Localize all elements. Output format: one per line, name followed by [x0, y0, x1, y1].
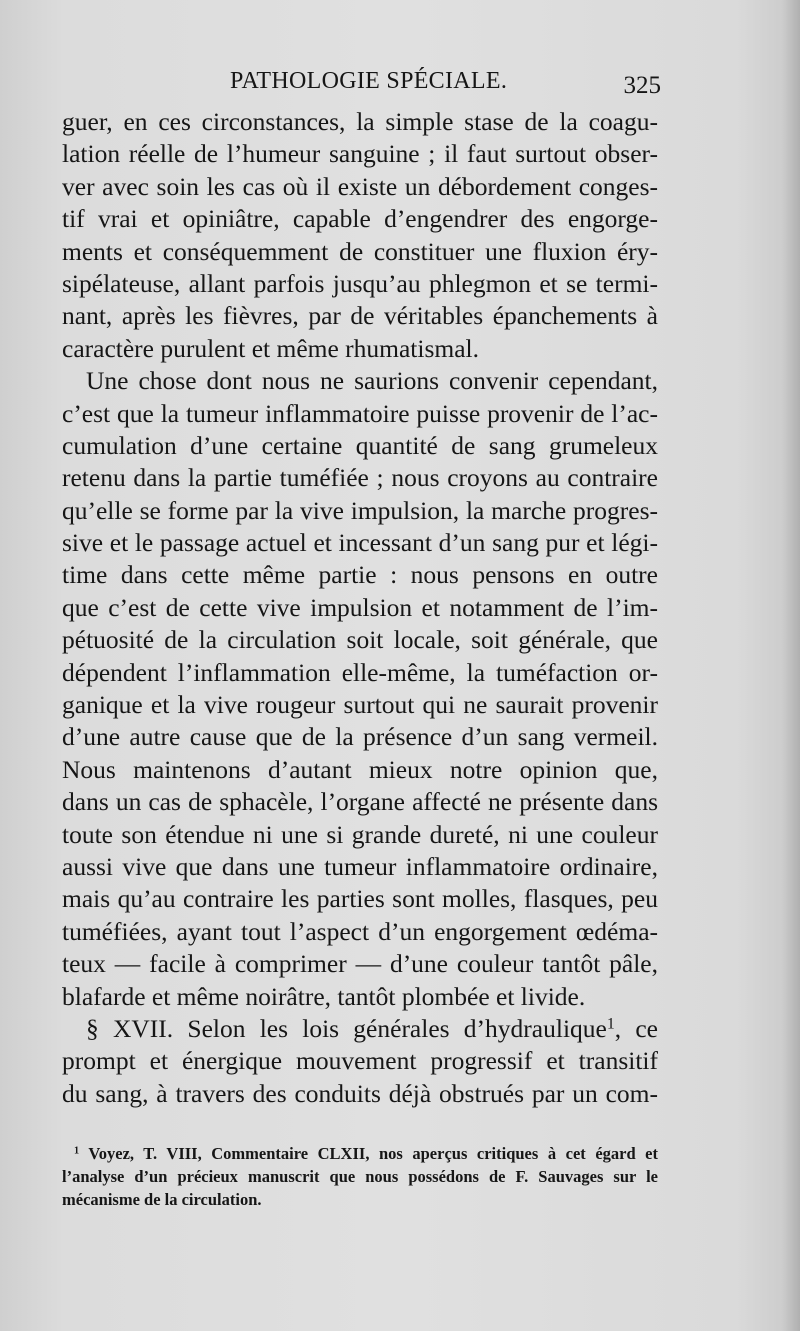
- page-edge-shadow: [782, 0, 800, 1331]
- text-line: cumulation d’une certaine quantité de sang grumeleux: [62, 430, 658, 460]
- text-line: lation réelle de l’humeur sanguine ; il faut surtout obser-: [62, 139, 658, 169]
- text-line: c’est que la tumeur inflammatoire puisse provenir de l’ac-: [62, 398, 658, 428]
- text-line: time dans cette même partie : nous pensons en outre: [62, 560, 658, 590]
- text-line: ganique et la vive rougeur surtout qui ne saurait provenir: [62, 690, 658, 720]
- text-line: guer, en ces circonstances, la simple stase de la coagu-: [62, 107, 658, 136]
- footnote-line: mécanisme de la circulation.: [62, 1190, 262, 1209]
- text-line: toute son étendue ni une si grande dureté, ni une couleur: [62, 819, 658, 849]
- text-line: que c’est de cette vive impulsion et notamment de l’im-: [62, 592, 658, 622]
- paragraph-start-line: Une chose dont nous ne saurions convenir cependant,: [86, 366, 658, 396]
- paragraph-end-line: blafarde et même noirâtre, tantôt plombée et livide.: [62, 981, 586, 1011]
- footnote-marker: 1: [74, 1145, 80, 1157]
- text-line: aussi vive que dans une tumeur inflammatoire ordinaire,: [62, 851, 658, 881]
- text-line: dans un cas de sphacèle, l’organe affecté ne présente dans: [62, 787, 658, 817]
- text-line: d’une autre cause que de la présence d’un sang vermeil.: [62, 722, 658, 752]
- text-line: sipélateuse, allant parfois jusqu’au phlegmon et se termi-: [62, 268, 658, 298]
- text-line: prompt et énergique mouvement progressif et transitif: [62, 1046, 658, 1076]
- text-line: tif vrai et opiniâtre, capable d’engendrer des engorge-: [62, 204, 658, 234]
- section-text-continued: , ce: [614, 1013, 659, 1043]
- text-line: sive et le passage actuel et incessant d’un sang pur et légi-: [62, 528, 658, 558]
- paragraph-end-line: caractère purulent et même rhumatismal.: [62, 333, 480, 363]
- text-line: ver avec soin les cas où il existe un débordement conges-: [62, 171, 658, 201]
- section-text: § XVII. Selon les lois générales d’hydraulique: [86, 1013, 607, 1043]
- text-line: qu’elle se forme par la vive impulsion, la marche progres-: [62, 495, 658, 525]
- text-line: dépendent l’inflammation elle-même, la tuméfaction or-: [62, 657, 658, 687]
- text-line: tuméfiées, ayant tout l’aspect d’un engorgement œdéma-: [62, 916, 658, 946]
- footnote-block: [62, 1142, 658, 1211]
- text-line: pétuosité de la circulation soit locale, soit générale, que: [62, 625, 658, 655]
- footnote-reference[interactable]: 1: [606, 1015, 615, 1033]
- footnote-line: [62, 1142, 658, 1165]
- text-line: retenu dans la partie tuméfiée ; nous croyons au contraire: [62, 463, 658, 493]
- text-line: nant, après les fièvres, par de véritables épanchements à: [62, 301, 658, 331]
- text-line: teux — facile à comprimer — d’une couleur tantôt pâle,: [62, 949, 658, 979]
- text-line: ments et conséquemment de constituer une fluxion éry-: [62, 236, 658, 266]
- page-number: 325: [623, 72, 661, 99]
- footnote-text: Voyez, T. VIII, Commentaire CLXII, nos aperçus critiques à cet égard et: [88, 1144, 658, 1163]
- page-header: [62, 68, 661, 102]
- text-line: du sang, à travers des conduits déjà obstrués par un com-: [62, 1078, 658, 1108]
- running-title: PATHOLOGIE SPÉCIALE.: [230, 68, 508, 94]
- text-line: mais qu’au contraire les parties sont molles, flasques, peu: [62, 884, 658, 914]
- body-text: [62, 106, 658, 1110]
- section-start-line: [62, 1013, 658, 1045]
- footnote-line: l’analyse d’un précieux manuscrit que nous possédons de F. Sauvages sur le: [62, 1167, 658, 1186]
- text-line: Nous maintenons d’autant mieux notre opinion que,: [62, 754, 658, 784]
